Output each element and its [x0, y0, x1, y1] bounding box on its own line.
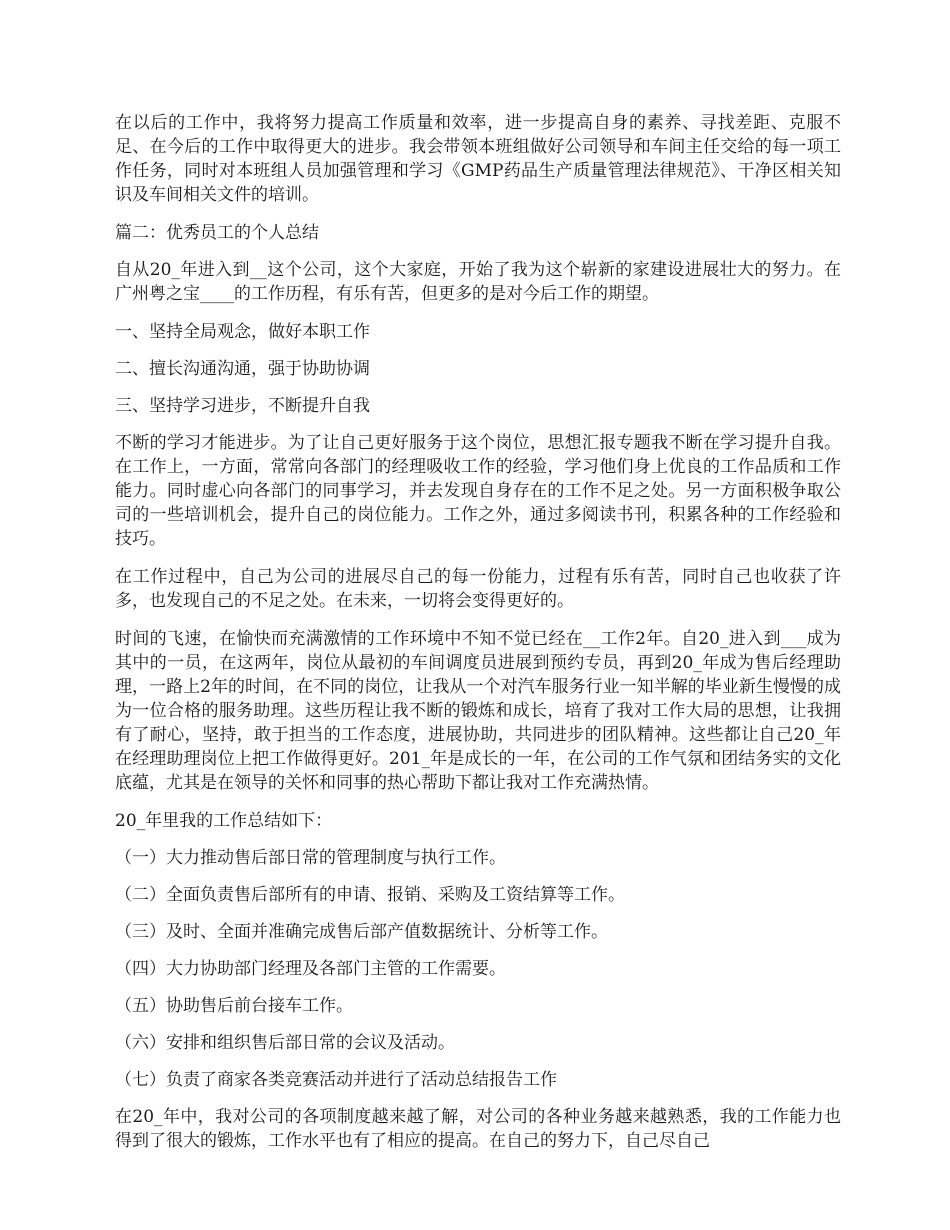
document-page [115, 111, 841, 1167]
paragraph-continuous-learning: 不断的学习才能进步。为了让自己更好服务于这个岗位，思想汇报专题我不断在学习提升自我。在工作上，一方面，常常向各部门的经理吸收工作的经验，学习他们身上优良的工作品质和工作能力。同时虚心向各部门的同事学习，并去发现自身存在的工作不足之处。另一方面积极争取公司的一些培训机会，提升自己的岗位能力。工作之外，通过多阅读书刊，积累各种的工作经验和技巧。 [115, 433, 841, 549]
heading-work-summary: 20_年里我的工作总结如下： [115, 811, 333, 831]
paragraph-year-review: 在20_年中，我对公司的各项制度越来越了解，对公司的各种业务越来越熟悉，我的工作能力也得到了很大的锻炼，工作水平也有了相应的提高。在自己的努力下，自己尽自己 [115, 1107, 841, 1151]
list-item-one: （一）大力推动售后部日常的管理制度与执行工作。 [115, 848, 506, 868]
list-item-seven: （七）负责了商家各类竞赛活动并进行了活动总结报告工作 [115, 1070, 557, 1090]
list-item-four: （四）大力协助部门经理及各部门主管的工作需要。 [115, 959, 506, 979]
paragraph-closing-commitment: 在以后的工作中，我将努力提高工作质量和效率，进一步提高自身的素养、寻找差距、克服不足、在今后的工作中取得更大的进步。我会带领本班组做好公司领导和车间主任交给的每一项工作任务，同时对本班组人员加强管理和学习《GMP药品生产质量管理法律规范》、干净区相关知识及车间相关文件的培训。 [115, 113, 841, 205]
heading-point-three: 三、坚持学习进步，不断提升自我 [115, 396, 370, 416]
paragraph-introduction: 自从20_年进入到__这个公司，这个大家庭，开始了我为这个崭新的家建设进展壮大的努力。在广州粤之宝____的工作历程，有乐有苦，但更多的是对今后工作的期望。 [115, 260, 841, 304]
list-item-six: （六）安排和组织售后部日常的会议及活动。 [115, 1033, 455, 1053]
heading-point-two: 二、擅长沟通沟通，强于协助协调 [115, 359, 370, 379]
list-item-five: （五）协助售后前台接车工作。 [115, 996, 353, 1016]
list-item-two: （二）全面负责售后部所有的申请、报销、采购及工资结算等工作。 [115, 885, 625, 905]
paragraph-career-history: 时间的飞速，在愉快而充满激情的工作环境中不知不觉已经在__工作2年。自20_进入到___成为其中的一员，在这两年，岗位从最初的车间调度员进展到预约专员，再到20_年成为售后经理助理，一路上2年的时间，在不同的岗位，让我从一个对汽车服务行业一知半解的毕业新生慢慢的成为一位合格的服务助理。这些历程让我不断的锻炼和成长，培育了我对工作大局的思想，让我拥有了耐心，坚持，敢于担当的工作态度，进展协助，共同进步的团队精神。这些都让自己20_年在经理助理岗位上把工作做得更好。201_年是成长的一年，在公司的工作气氛和团结务实的文化底蕴，尤其是在领导的关怀和同事的热心帮助下都让我对工作充满热情。 [115, 629, 841, 793]
paragraph-work-process: 在工作过程中，自己为公司的进展尽自己的每一份能力，过程有乐有苦，同时自己也收获了许多，也发现自己的不足之处。在未来，一切将会变得更好的。 [115, 567, 841, 611]
section-heading-part-two: 篇二：优秀员工的个人总结 [115, 223, 319, 243]
list-item-three: （三）及时、全面并准确完成售后部产值数据统计、分析等工作。 [115, 922, 608, 942]
heading-point-one: 一、坚持全局观念，做好本职工作 [115, 322, 370, 342]
